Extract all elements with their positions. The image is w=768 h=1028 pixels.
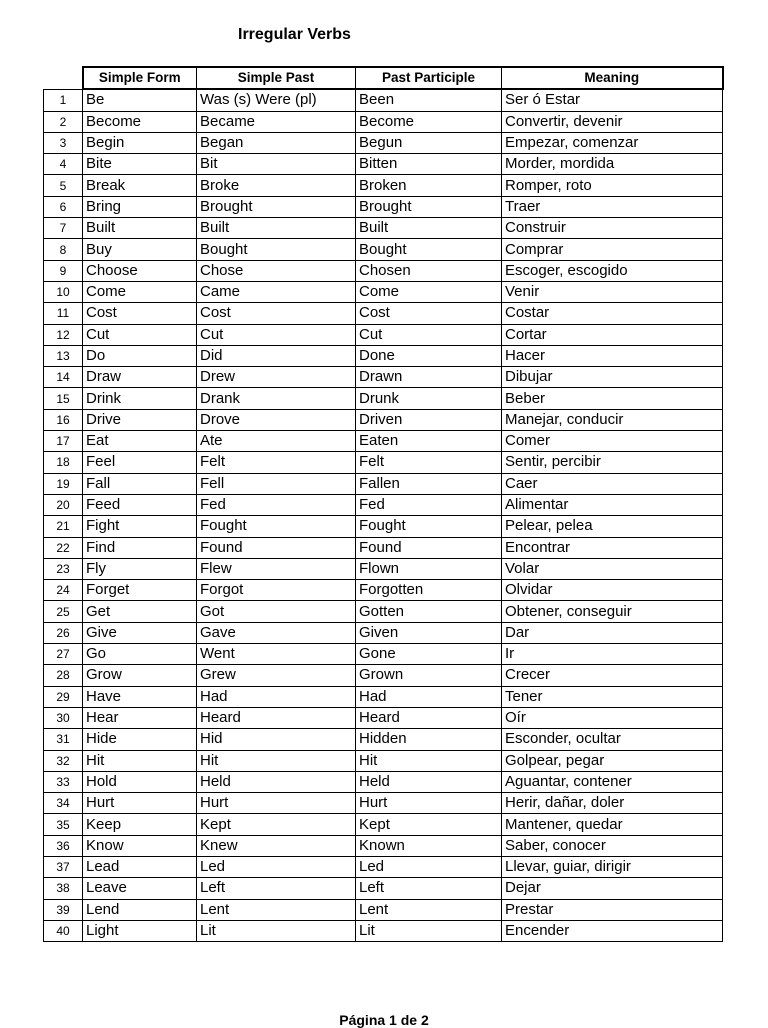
past-participle-cell: Hit — [356, 750, 502, 771]
past-participle-cell: Gone — [356, 644, 502, 665]
header-meaning: Meaning — [502, 67, 723, 89]
simple-form-cell: Built — [83, 218, 197, 239]
meaning-cell: Dibujar — [502, 367, 723, 388]
past-participle-cell: Cut — [356, 324, 502, 345]
meaning-cell: Pelear, pelea — [502, 516, 723, 537]
table-row — [44, 239, 723, 260]
simple-past-cell: Brought — [197, 196, 356, 217]
row-number: 5 — [44, 175, 83, 196]
simple-past-cell: Did — [197, 345, 356, 366]
table-row — [44, 431, 723, 452]
simple-form-cell: Have — [83, 686, 197, 707]
row-number: 13 — [44, 345, 83, 366]
simple-past-cell: Knew — [197, 835, 356, 856]
table-row — [44, 899, 723, 920]
simple-past-cell: Lit — [197, 920, 356, 941]
past-participle-cell: Forgotten — [356, 580, 502, 601]
simple-form-cell: Fight — [83, 516, 197, 537]
table-row — [44, 367, 723, 388]
row-number: 1 — [44, 89, 83, 111]
simple-past-cell: Left — [197, 878, 356, 899]
meaning-cell: Esconder, ocultar — [502, 729, 723, 750]
meaning-cell: Crecer — [502, 665, 723, 686]
meaning-cell: Tener — [502, 686, 723, 707]
simple-form-cell: Feel — [83, 452, 197, 473]
simple-form-cell: Find — [83, 537, 197, 558]
simple-past-cell: Cut — [197, 324, 356, 345]
simple-past-cell: Hit — [197, 750, 356, 771]
past-participle-cell: Felt — [356, 452, 502, 473]
header-simple-past: Simple Past — [197, 67, 356, 89]
simple-past-cell: Had — [197, 686, 356, 707]
past-participle-cell: Drawn — [356, 367, 502, 388]
table-row — [44, 324, 723, 345]
table-row — [44, 218, 723, 239]
simple-past-cell: Began — [197, 132, 356, 153]
simple-form-cell: Bring — [83, 196, 197, 217]
row-number: 28 — [44, 665, 83, 686]
simple-past-cell: Flew — [197, 558, 356, 579]
simple-form-cell: Lead — [83, 856, 197, 877]
row-number: 39 — [44, 899, 83, 920]
simple-past-cell: Kept — [197, 814, 356, 835]
simple-past-cell: Lent — [197, 899, 356, 920]
simple-form-cell: Hurt — [83, 793, 197, 814]
meaning-cell: Beber — [502, 388, 723, 409]
past-participle-cell: Heard — [356, 707, 502, 728]
simple-past-cell: Came — [197, 281, 356, 302]
table-row — [44, 516, 723, 537]
table-row — [44, 920, 723, 941]
simple-past-cell: Fell — [197, 473, 356, 494]
table-row — [44, 111, 723, 132]
simple-past-cell: Bit — [197, 154, 356, 175]
meaning-cell: Dar — [502, 622, 723, 643]
simple-form-cell: Eat — [83, 431, 197, 452]
simple-form-cell: Keep — [83, 814, 197, 835]
simple-past-cell: Went — [197, 644, 356, 665]
row-number: 32 — [44, 750, 83, 771]
simple-past-cell: Found — [197, 537, 356, 558]
row-number: 34 — [44, 793, 83, 814]
table-row — [44, 494, 723, 515]
meaning-cell: Venir — [502, 281, 723, 302]
row-number: 29 — [44, 686, 83, 707]
row-number: 36 — [44, 835, 83, 856]
meaning-cell: Caer — [502, 473, 723, 494]
table-row — [44, 878, 723, 899]
simple-past-cell: Broke — [197, 175, 356, 196]
simple-form-cell: Break — [83, 175, 197, 196]
row-number: 9 — [44, 260, 83, 281]
past-participle-cell: Given — [356, 622, 502, 643]
meaning-cell: Mantener, quedar — [502, 814, 723, 835]
row-number: 8 — [44, 239, 83, 260]
simple-past-cell: Got — [197, 601, 356, 622]
meaning-cell: Morder, mordida — [502, 154, 723, 175]
row-number: 10 — [44, 281, 83, 302]
table-row — [44, 196, 723, 217]
row-number: 7 — [44, 218, 83, 239]
row-number: 33 — [44, 771, 83, 792]
meaning-cell: Golpear, pegar — [502, 750, 723, 771]
simple-past-cell: Fought — [197, 516, 356, 537]
header-blank-cell — [44, 67, 83, 89]
table-row — [44, 622, 723, 643]
simple-past-cell: Hurt — [197, 793, 356, 814]
meaning-cell: Oír — [502, 707, 723, 728]
simple-past-cell: Heard — [197, 707, 356, 728]
irregular-verbs-table — [43, 66, 724, 942]
simple-form-cell: Light — [83, 920, 197, 941]
meaning-cell: Traer — [502, 196, 723, 217]
simple-past-cell: Grew — [197, 665, 356, 686]
meaning-cell: Manejar, conducir — [502, 409, 723, 430]
row-number: 18 — [44, 452, 83, 473]
past-participle-cell: Grown — [356, 665, 502, 686]
row-number: 14 — [44, 367, 83, 388]
past-participle-cell: Led — [356, 856, 502, 877]
past-participle-cell: Bought — [356, 239, 502, 260]
meaning-cell: Prestar — [502, 899, 723, 920]
past-participle-cell: Cost — [356, 303, 502, 324]
simple-form-cell: Hear — [83, 707, 197, 728]
row-number: 26 — [44, 622, 83, 643]
table-row — [44, 388, 723, 409]
past-participle-cell: Fallen — [356, 473, 502, 494]
table-row — [44, 175, 723, 196]
meaning-cell: Obtener, conseguir — [502, 601, 723, 622]
row-number: 40 — [44, 920, 83, 941]
simple-form-cell: Hit — [83, 750, 197, 771]
row-number: 38 — [44, 878, 83, 899]
past-participle-cell: Built — [356, 218, 502, 239]
simple-form-cell: Know — [83, 835, 197, 856]
table-row — [44, 686, 723, 707]
table-row — [44, 303, 723, 324]
row-number: 30 — [44, 707, 83, 728]
simple-form-cell: Drink — [83, 388, 197, 409]
meaning-cell: Encender — [502, 920, 723, 941]
table-row — [44, 601, 723, 622]
row-number: 19 — [44, 473, 83, 494]
table-row — [44, 580, 723, 601]
meaning-cell: Empezar, comenzar — [502, 132, 723, 153]
table-row — [44, 154, 723, 175]
past-participle-cell: Been — [356, 89, 502, 111]
meaning-cell: Olvidar — [502, 580, 723, 601]
past-participle-cell: Brought — [356, 196, 502, 217]
row-number: 3 — [44, 132, 83, 153]
row-number: 15 — [44, 388, 83, 409]
past-participle-cell: Found — [356, 537, 502, 558]
row-number: 37 — [44, 856, 83, 877]
table-row — [44, 750, 723, 771]
row-number: 35 — [44, 814, 83, 835]
past-participle-cell: Fought — [356, 516, 502, 537]
page-title: Irregular Verbs — [238, 26, 351, 43]
past-participle-cell: Held — [356, 771, 502, 792]
simple-past-cell: Cost — [197, 303, 356, 324]
row-number: 4 — [44, 154, 83, 175]
table-row — [44, 473, 723, 494]
simple-form-cell: Draw — [83, 367, 197, 388]
meaning-cell: Escoger, escogido — [502, 260, 723, 281]
past-participle-cell: Driven — [356, 409, 502, 430]
table-row — [44, 537, 723, 558]
simple-form-cell: Choose — [83, 260, 197, 281]
meaning-cell: Comprar — [502, 239, 723, 260]
row-number: 20 — [44, 494, 83, 515]
simple-form-cell: Be — [83, 89, 197, 111]
meaning-cell: Ir — [502, 644, 723, 665]
simple-past-cell: Became — [197, 111, 356, 132]
meaning-cell: Comer — [502, 431, 723, 452]
table-body — [44, 89, 723, 941]
row-number: 22 — [44, 537, 83, 558]
meaning-cell: Ser ó Estar — [502, 89, 723, 111]
row-number: 21 — [44, 516, 83, 537]
simple-form-cell: Leave — [83, 878, 197, 899]
past-participle-cell: Lent — [356, 899, 502, 920]
simple-form-cell: Bite — [83, 154, 197, 175]
simple-form-cell: Buy — [83, 239, 197, 260]
simple-form-cell: Cut — [83, 324, 197, 345]
simple-form-cell: Come — [83, 281, 197, 302]
meaning-cell: Cortar — [502, 324, 723, 345]
table-row — [44, 835, 723, 856]
header-simple-form: Simple Form — [83, 67, 197, 89]
simple-form-cell: Give — [83, 622, 197, 643]
header-past-participle: Past Participle — [356, 67, 502, 89]
past-participle-cell: Left — [356, 878, 502, 899]
past-participle-cell: Drunk — [356, 388, 502, 409]
table-row — [44, 793, 723, 814]
meaning-cell: Dejar — [502, 878, 723, 899]
meaning-cell: Convertir, devenir — [502, 111, 723, 132]
meaning-cell: Volar — [502, 558, 723, 579]
past-participle-cell: Done — [356, 345, 502, 366]
simple-form-cell: Drive — [83, 409, 197, 430]
table-row — [44, 260, 723, 281]
row-number: 6 — [44, 196, 83, 217]
meaning-cell: Aguantar, contener — [502, 771, 723, 792]
past-participle-cell: Come — [356, 281, 502, 302]
simple-form-cell: Do — [83, 345, 197, 366]
past-participle-cell: Gotten — [356, 601, 502, 622]
simple-past-cell: Held — [197, 771, 356, 792]
meaning-cell: Saber, conocer — [502, 835, 723, 856]
row-number: 17 — [44, 431, 83, 452]
past-participle-cell: Begun — [356, 132, 502, 153]
simple-past-cell: Felt — [197, 452, 356, 473]
past-participle-cell: Known — [356, 835, 502, 856]
simple-past-cell: Bought — [197, 239, 356, 260]
table-row — [44, 345, 723, 366]
simple-form-cell: Begin — [83, 132, 197, 153]
simple-form-cell: Forget — [83, 580, 197, 601]
past-participle-cell: Had — [356, 686, 502, 707]
simple-past-cell: Led — [197, 856, 356, 877]
simple-form-cell: Hide — [83, 729, 197, 750]
table-row — [44, 665, 723, 686]
table-row — [44, 452, 723, 473]
simple-form-cell: Hold — [83, 771, 197, 792]
meaning-cell: Llevar, guiar, dirigir — [502, 856, 723, 877]
table-row — [44, 707, 723, 728]
past-participle-cell: Eaten — [356, 431, 502, 452]
past-participle-cell: Flown — [356, 558, 502, 579]
table-row — [44, 856, 723, 877]
simple-form-cell: Cost — [83, 303, 197, 324]
simple-form-cell: Grow — [83, 665, 197, 686]
past-participle-cell: Become — [356, 111, 502, 132]
table-row — [44, 729, 723, 750]
table-row — [44, 644, 723, 665]
page-footer: Página 1 de 2 — [339, 1012, 429, 1028]
simple-form-cell: Feed — [83, 494, 197, 515]
simple-form-cell: Fly — [83, 558, 197, 579]
row-number: 2 — [44, 111, 83, 132]
simple-form-cell: Lend — [83, 899, 197, 920]
table-row — [44, 132, 723, 153]
meaning-cell: Hacer — [502, 345, 723, 366]
simple-past-cell: Forgot — [197, 580, 356, 601]
table-row — [44, 409, 723, 430]
past-participle-cell: Kept — [356, 814, 502, 835]
row-number: 11 — [44, 303, 83, 324]
simple-past-cell: Drove — [197, 409, 356, 430]
past-participle-cell: Hidden — [356, 729, 502, 750]
simple-past-cell: Drank — [197, 388, 356, 409]
past-participle-cell: Bitten — [356, 154, 502, 175]
simple-form-cell: Fall — [83, 473, 197, 494]
simple-past-cell: Chose — [197, 260, 356, 281]
row-number: 25 — [44, 601, 83, 622]
past-participle-cell: Fed — [356, 494, 502, 515]
meaning-cell: Herir, dañar, doler — [502, 793, 723, 814]
simple-past-cell: Was (s) Were (pl) — [197, 89, 356, 111]
table-row — [44, 771, 723, 792]
simple-past-cell: Hid — [197, 729, 356, 750]
table-header-row — [44, 67, 723, 89]
table-row — [44, 558, 723, 579]
simple-past-cell: Gave — [197, 622, 356, 643]
row-number: 23 — [44, 558, 83, 579]
table-row — [44, 281, 723, 302]
past-participle-cell: Chosen — [356, 260, 502, 281]
simple-form-cell: Become — [83, 111, 197, 132]
simple-past-cell: Built — [197, 218, 356, 239]
meaning-cell: Costar — [502, 303, 723, 324]
meaning-cell: Sentir, percibir — [502, 452, 723, 473]
past-participle-cell: Broken — [356, 175, 502, 196]
meaning-cell: Encontrar — [502, 537, 723, 558]
simple-form-cell: Go — [83, 644, 197, 665]
meaning-cell: Construir — [502, 218, 723, 239]
meaning-cell: Alimentar — [502, 494, 723, 515]
simple-form-cell: Get — [83, 601, 197, 622]
row-number: 27 — [44, 644, 83, 665]
simple-past-cell: Drew — [197, 367, 356, 388]
table-row — [44, 814, 723, 835]
row-number: 16 — [44, 409, 83, 430]
table-row — [44, 89, 723, 111]
past-participle-cell: Hurt — [356, 793, 502, 814]
meaning-cell: Romper, roto — [502, 175, 723, 196]
row-number: 12 — [44, 324, 83, 345]
row-number: 31 — [44, 729, 83, 750]
row-number: 24 — [44, 580, 83, 601]
past-participle-cell: Lit — [356, 920, 502, 941]
simple-past-cell: Ate — [197, 431, 356, 452]
simple-past-cell: Fed — [197, 494, 356, 515]
